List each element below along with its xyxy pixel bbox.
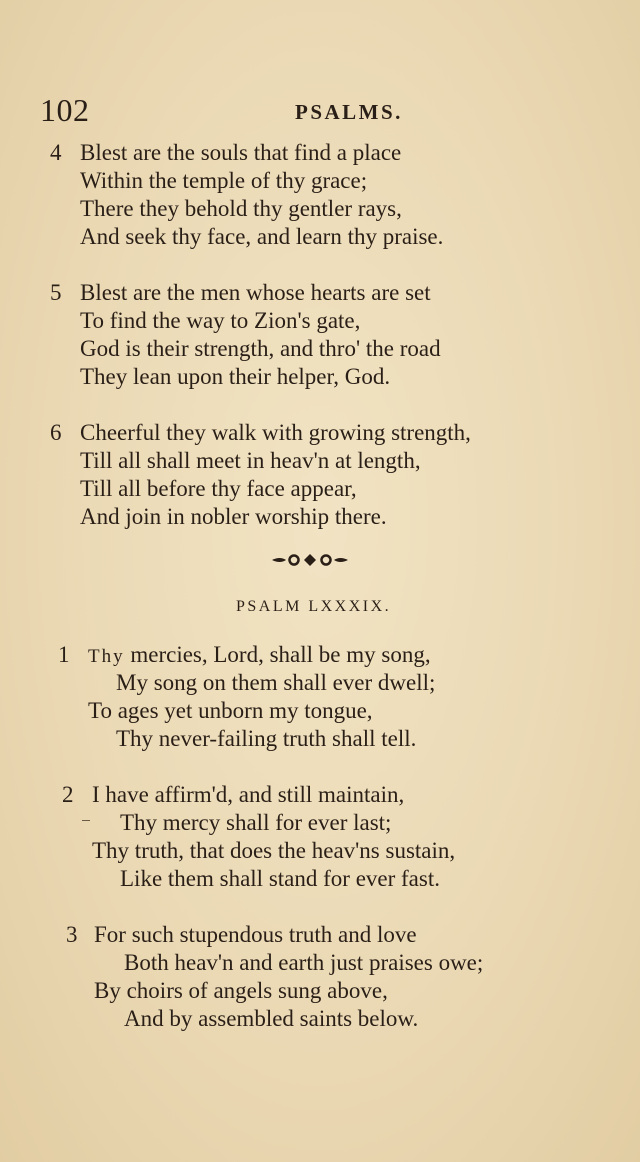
verse-line: God is their strength, and thro' the road (80, 336, 441, 361)
verse-line: To find the way to Zion's gate, (80, 308, 361, 333)
ink-speck (82, 820, 90, 821)
verse-line: Like them shall stand for ever fast. (120, 866, 440, 891)
verse-number: 2 (62, 782, 74, 807)
ornament-divider-icon (270, 548, 350, 572)
page-header (40, 92, 620, 132)
verse-line: Thy truth, that does the heav'ns sustain, (92, 838, 456, 863)
first-word-smallcaps: Thy (88, 646, 125, 667)
verse-line: And by assembled saints below. (124, 1006, 419, 1031)
verse-number: 4 (50, 140, 62, 165)
verse-line: Till all before thy face appear, (80, 476, 357, 501)
verse-line: For such stupendous truth and love (94, 922, 417, 947)
verse-line: There they behold thy gentler rays, (80, 196, 402, 221)
verse-line: Within the temple of thy grace; (80, 168, 368, 193)
verse-line: Blest are the men whose hearts are set (80, 280, 431, 305)
verse-line: My song on them shall ever dwell; (116, 670, 436, 695)
verse-line: I have affirm'd, and still maintain, (92, 782, 405, 807)
verse-line: Blest are the souls that find a place (80, 140, 402, 165)
verse-line: To ages yet unborn my tongue, (88, 698, 373, 723)
verse-number: 6 (50, 420, 62, 445)
verse-line (88, 641, 431, 671)
verse-number: 1 (58, 642, 70, 667)
verse-line: Till all shall meet in heav'n at length, (80, 448, 421, 473)
verse-number: 3 (66, 922, 78, 947)
verse-line: Thy never-failing truth shall tell. (116, 726, 417, 751)
verse-line: They lean upon their helper, God. (80, 364, 391, 389)
verse-line: Both heav'n and earth just praises owe; (124, 950, 484, 975)
page-number: 102 (40, 92, 90, 128)
verse-line: And join in nobler worship there. (80, 504, 387, 529)
verse-line: By choirs of angels sung above, (94, 978, 388, 1003)
verse-line: And seek thy face, and learn thy praise. (80, 224, 444, 249)
first-line-rest: mercies, Lord, shall be my song, (124, 642, 431, 667)
running-head: PSALMS. (295, 100, 403, 124)
psalm-title: PSALM LXXXIX. (236, 598, 392, 615)
verse-line: Cheerful they walk with growing strength, (80, 420, 471, 445)
verse-number: 5 (50, 280, 62, 305)
verse-line: Thy mercy shall for ever last; (120, 810, 392, 835)
